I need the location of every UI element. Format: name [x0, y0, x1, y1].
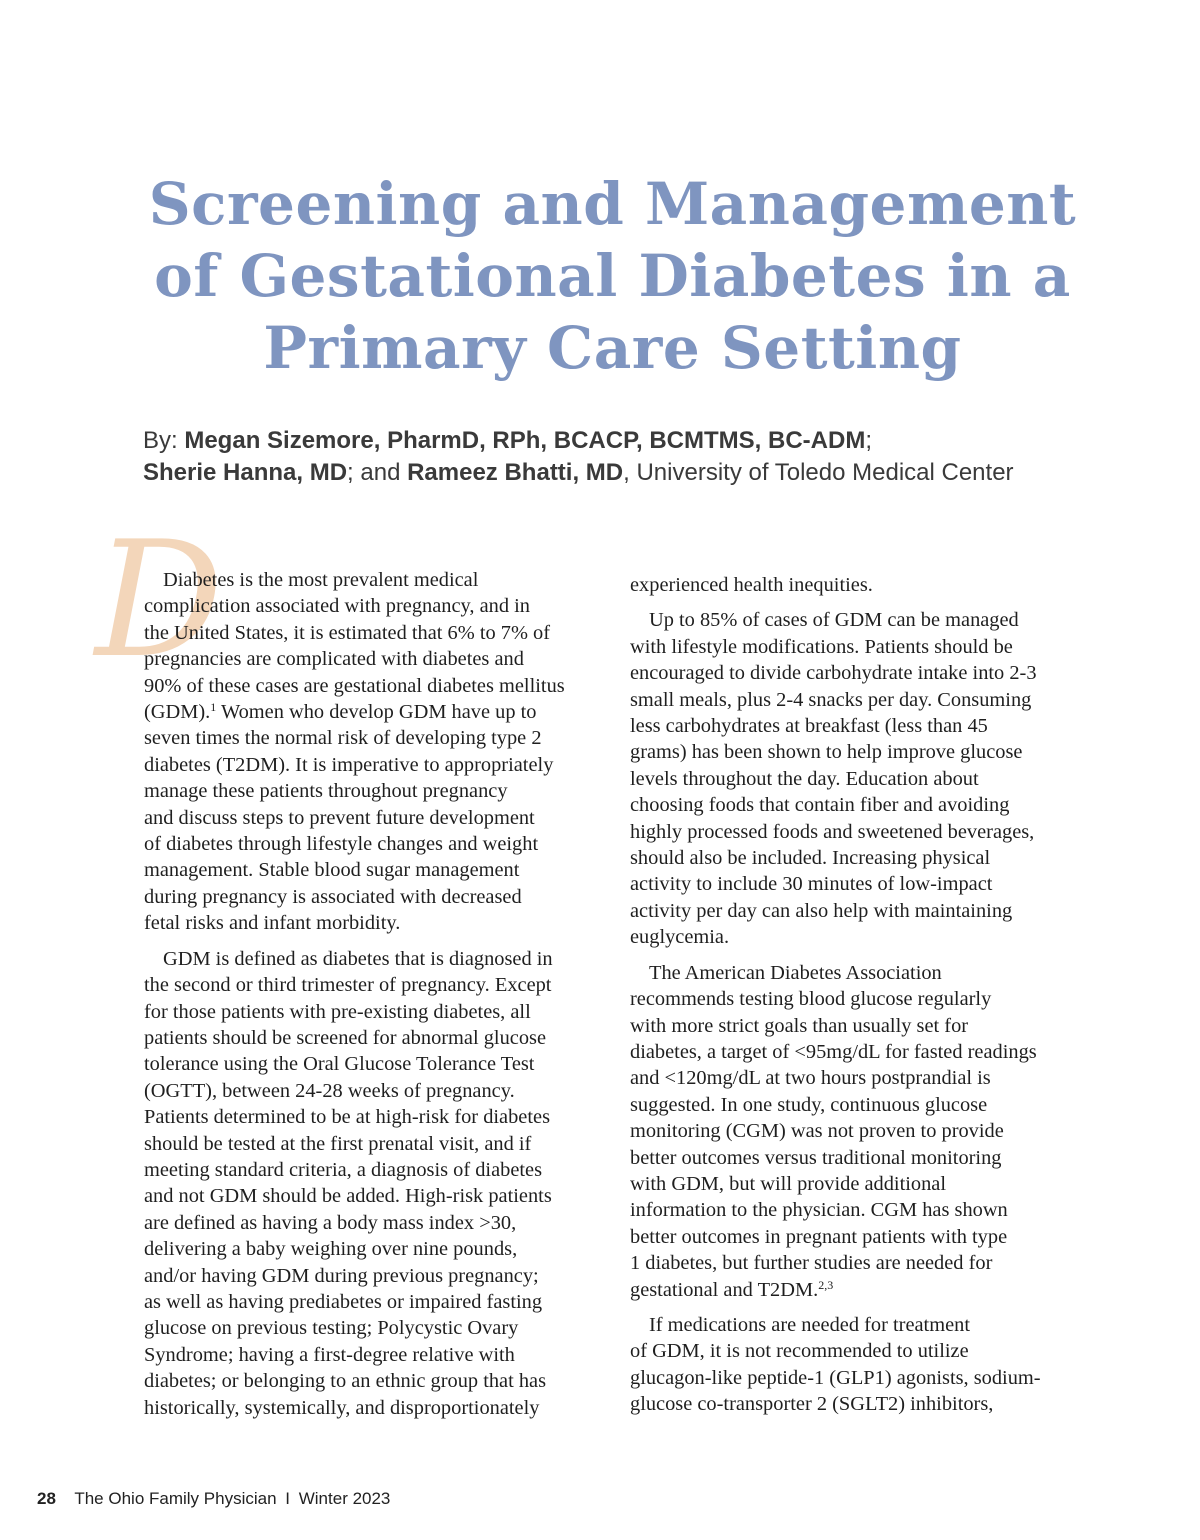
paragraph-lifestyle	[630, 607, 1080, 950]
text-line: levels throughout the day. Education about	[630, 767, 979, 790]
text-line: monitoring (CGM) was not proven to provide	[630, 1120, 1004, 1143]
paragraph-intro	[144, 567, 599, 937]
text-line: should be tested at the first prenatal visit, and if	[144, 1132, 532, 1155]
text-line: suggested. In one study, continuous glucose	[630, 1093, 988, 1116]
text-line: and discuss steps to prevent future development	[144, 806, 535, 829]
author-sherie-hanna: Sherie Hanna, MD	[143, 459, 348, 486]
text-line: choosing foods that contain fiber and avoiding	[630, 794, 1010, 817]
text-line: small meals, plus 2-4 snacks per day. Consuming	[630, 688, 1032, 711]
text-line: less carbohydrates at breakfast (less than 45	[630, 715, 988, 738]
paragraph-gdm-definition	[144, 946, 599, 1421]
byline-line-1	[143, 425, 1143, 457]
text-line: and not GDM should be added. High-risk patients	[144, 1185, 552, 1208]
text-line: with lifestyle modifications. Patients should be	[630, 635, 1013, 658]
text-line: Up to 85% of cases of GDM can be managed	[649, 609, 1019, 632]
text-line: glucagon-like peptide-1 (GLP1) agonists, sodium-	[630, 1366, 1041, 1389]
text-line: glucose on previous testing; Polycystic Ovary	[144, 1317, 519, 1340]
text-line: during pregnancy is associated with decreased	[144, 885, 522, 908]
text-line: 90% of these cases are gestational diabetes mellitus	[144, 674, 565, 697]
paragraph-continued	[630, 572, 1080, 598]
text-line: 1 diabetes, but further studies are needed for	[630, 1252, 993, 1275]
title-line-2: of Gestational Diabetes in a	[154, 242, 1071, 310]
byline	[143, 425, 1143, 489]
text-line: recommends testing blood glucose regularly	[630, 988, 992, 1011]
text-line: If medications are needed for treatment	[649, 1313, 970, 1336]
text-line: highly processed foods and sweetened beverages,	[630, 820, 1035, 843]
text-fragment: Women who develop GDM have up to	[216, 701, 537, 724]
text-line: pregnancies are complicated with diabetes and	[144, 648, 524, 671]
text-line: historically, systemically, and disproportionately	[144, 1396, 540, 1419]
text-line: tolerance using the Oral Glucose Tolerance Test	[144, 1053, 535, 1076]
text-line: diabetes (T2DM). It is imperative to appropriately	[144, 753, 554, 776]
text-line: seven times the normal risk of developing type 2	[144, 727, 542, 750]
text-line: with GDM, but will provide additional	[630, 1172, 947, 1195]
text-line: better outcomes versus traditional monitoring	[630, 1146, 1002, 1169]
byline-prefix: By:	[143, 427, 185, 454]
decorative-drop-cap: D	[95, 506, 224, 693]
author-megan-sizemore: Megan Sizemore, PharmD, RPh, BCACP, BCMTMS, BC-ADM	[184, 427, 866, 454]
text-line: and/or having GDM during previous pregnancy;	[144, 1264, 539, 1287]
left-column	[144, 567, 599, 1421]
right-column	[630, 572, 1080, 1418]
text-line: are defined as having a body mass index >30,	[144, 1211, 517, 1234]
title-line-3: Primary Care Setting	[263, 314, 962, 382]
issue-date: Winter 2023	[298, 1489, 391, 1508]
text-line: grams) has been shown to help improve glucose	[630, 741, 1023, 764]
byline-line-2	[143, 457, 1143, 489]
text-line: complication associated with pregnancy, and in	[144, 595, 530, 618]
text-line: encouraged to divide carbohydrate intake into 2-3	[630, 662, 1037, 685]
text-line: diabetes; or belonging to an ethnic group that has	[144, 1370, 547, 1393]
text-line: for those patients with pre-existing diabetes, all	[144, 1000, 531, 1023]
article-title	[120, 168, 1105, 384]
text-line: patients should be screened for abnormal glucose	[144, 1026, 547, 1049]
title-line-1: Screening and Management	[148, 170, 1077, 238]
text-line: Syndrome; having a first-degree relative with	[144, 1343, 515, 1366]
reference-superscript: 2,3	[818, 1277, 834, 1292]
text-line: the United States, it is estimated that 6% to 7% of	[144, 621, 551, 644]
byline-separator: ; and	[347, 459, 408, 486]
text-line	[630, 1277, 1080, 1303]
text-line: Patients determined to be at high-risk for diabetes	[144, 1106, 551, 1129]
footer-separator: I	[285, 1489, 290, 1508]
paragraph-medications	[630, 1312, 1080, 1418]
text-line: the second or third trimester of pregnancy. Except	[144, 974, 552, 997]
reference-superscript: 1	[210, 700, 217, 715]
text-line: should also be included. Increasing physical	[630, 847, 991, 870]
text-line: Diabetes is the most prevalent medical	[163, 569, 479, 591]
text-line: (OGTT), between 24-28 weeks of pregnancy.	[144, 1079, 515, 1102]
text-line: of GDM, it is not recommended to utilize	[630, 1340, 969, 1363]
publication-name: The Ohio Family Physician	[74, 1489, 277, 1508]
text-line: delivering a baby weighing over nine pounds,	[144, 1238, 518, 1261]
text-line: activity to include 30 minutes of low-impact	[630, 873, 993, 896]
text-line: meeting standard criteria, a diagnosis of diabetes	[144, 1158, 543, 1181]
text-line: euglycemia.	[630, 926, 730, 949]
text-line: experienced health inequities.	[630, 574, 873, 596]
page-footer	[37, 1488, 390, 1510]
paragraph-ada-recommendations	[630, 960, 1080, 1303]
text-line: better outcomes in pregnant patients with type	[630, 1225, 1008, 1248]
text-fragment: (GDM).	[144, 701, 211, 724]
text-line: fetal risks and infant morbidity.	[144, 912, 401, 935]
text-line	[144, 699, 599, 725]
text-line: with more strict goals than usually set for	[630, 1014, 969, 1037]
byline-separator: ;	[865, 427, 872, 454]
text-line: activity per day can also help with maintaining	[630, 899, 1013, 922]
text-line: GDM is defined as diabetes that is diagnosed in	[163, 947, 553, 970]
text-line: diabetes, a target of <95mg/dL for fasted readings	[630, 1040, 1037, 1063]
page-number: 28	[37, 1489, 56, 1508]
text-line: glucose co-transporter 2 (SGLT2) inhibitors,	[630, 1393, 994, 1416]
text-line: information to the physician. CGM has shown	[630, 1199, 1008, 1222]
text-line: as well as having prediabetes or impaired fasting	[144, 1290, 543, 1313]
text-line: and <120mg/dL at two hours postprandial is	[630, 1067, 991, 1090]
text-line: of diabetes through lifestyle changes and weight	[144, 833, 539, 856]
byline-affiliation: , University of Toledo Medical Center	[623, 459, 1014, 486]
text-line: management. Stable blood sugar management	[144, 859, 520, 882]
text-line: The American Diabetes Association	[649, 961, 942, 984]
text-fragment: gestational and T2DM.	[630, 1278, 819, 1301]
author-rameez-bhatti: Rameez Bhatti, MD	[407, 459, 624, 486]
text-line: manage these patients throughout pregnancy	[144, 780, 508, 803]
